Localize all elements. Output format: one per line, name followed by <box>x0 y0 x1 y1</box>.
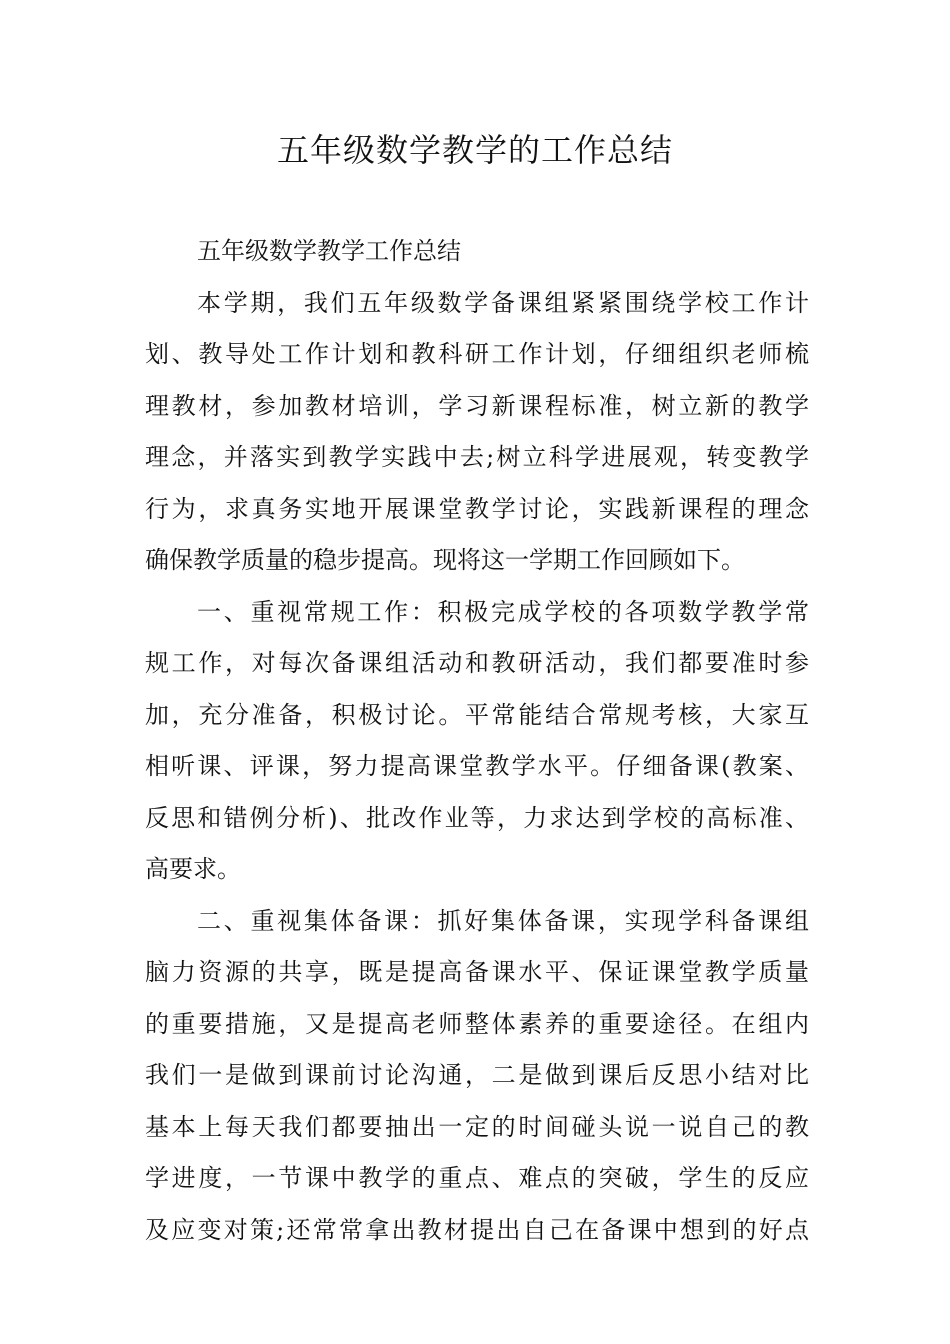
text-line: 确保教学质量的稳步提高。现将这一学期工作回顾如下。 <box>145 546 745 574</box>
text-line: 基本上每天我们都要抽出一定的时间碰头说一说自己的教 <box>145 1112 809 1141</box>
text-line: 及应变对策;还常常拿出教材提出自己在备课中想到的好点 <box>145 1215 809 1244</box>
text-line: 本学期，我们五年级数学备课组紧紧围绕学校工作计 <box>197 288 809 317</box>
document-title: 五年级数学教学的工作总结 <box>276 131 673 169</box>
text-line: 高要求。 <box>145 855 241 883</box>
text-line: 划、教导处工作计划和教科研工作计划，仔细组织老师梳 <box>145 340 809 368</box>
text-line: 行为，求真务实地开展课堂教学讨论，实践新课程的理念 <box>145 494 809 523</box>
text-line: 脑力资源的共享，既是提高备课水平、保证课堂教学质量 <box>145 958 809 986</box>
text-line: 的重要措施，又是提高老师整体素养的重要途径。在组内 <box>145 1009 809 1038</box>
text-line: 理教材，参加教材培训，学习新课程标准，树立新的教学 <box>145 391 809 420</box>
text-line: 理念，并落实到教学实践中去;树立科学进展观，转变教学 <box>145 443 809 471</box>
text-line: 我们一是做到课前讨论沟通，二是做到课后反思小结对比 <box>145 1061 809 1089</box>
text-line: 规工作，对每次备课组活动和教研活动，我们都要准时参 <box>145 649 809 677</box>
text-line: 反思和错例分析)、批改作业等，力求达到学校的高标准、 <box>145 803 809 832</box>
subtitle-line: 五年级数学教学工作总结 <box>197 237 461 265</box>
text-line: 加，充分准备，积极讨论。平常能结合常规考核，大家互 <box>145 700 809 729</box>
text-line: 二、重视集体备课：抓好集体备课，实现学科备课组 <box>197 906 809 935</box>
text-line: 学进度，一节课中教学的重点、难点的突破，学生的反应 <box>145 1164 809 1192</box>
document-body <box>145 226 809 1256</box>
text-line: 一、重视常规工作：积极完成学校的各项数学教学常 <box>197 597 809 626</box>
text-line: 相听课、评课，努力提高课堂教学水平。仔细备课(教案、 <box>145 752 809 780</box>
